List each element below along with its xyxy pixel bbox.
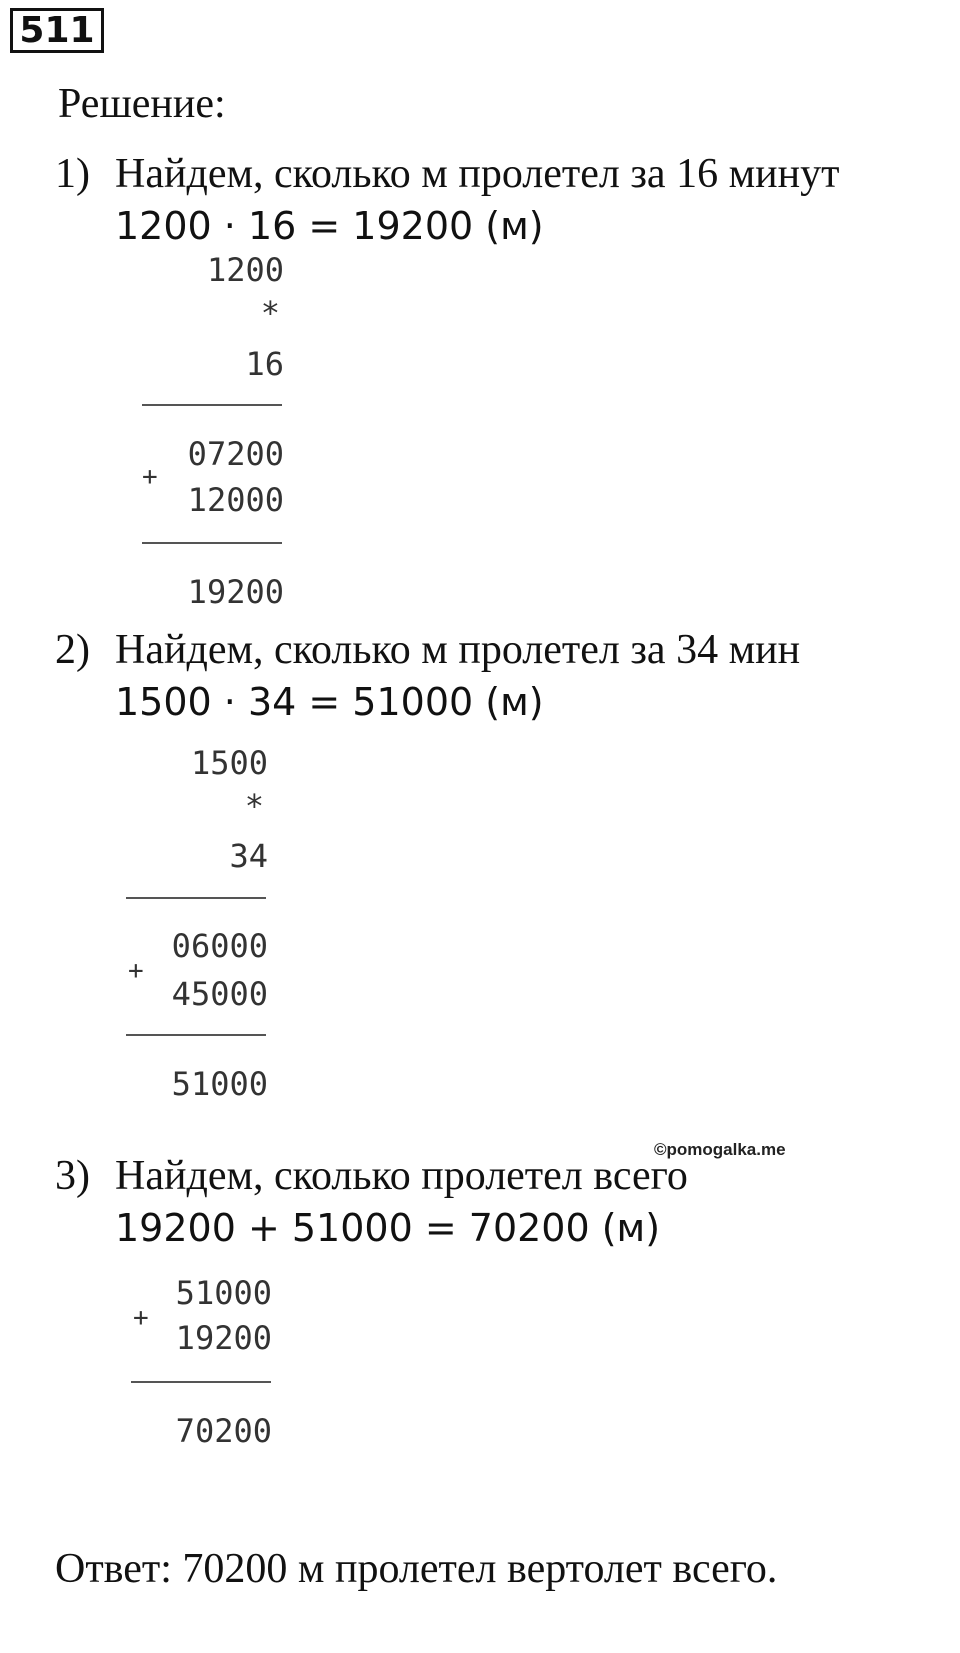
step-2-line-1 xyxy=(126,897,266,899)
watermark: ©pomogalka.me xyxy=(654,1140,786,1159)
step-2-partial-2: 45000 xyxy=(171,975,268,1013)
step-2-equation: 1500 · 34 = 51000 (м) xyxy=(115,680,544,724)
step-2-column-top: 1500 xyxy=(190,744,268,782)
step-1-equation: 1200 · 16 = 19200 (м) xyxy=(115,204,544,248)
step-3-text: Найдем, сколько пролетел всего xyxy=(115,1153,688,1199)
step-3-addend-2: 19200 xyxy=(175,1319,272,1357)
step-2-line-2 xyxy=(126,1034,266,1036)
step-3-equation: 19200 + 51000 = 70200 (м) xyxy=(115,1206,661,1250)
step-1-line-1 xyxy=(142,404,282,406)
step-2-plus-sign: + xyxy=(128,956,144,986)
step-1-plus-sign: + xyxy=(142,462,158,492)
step-2-text: Найдем, сколько м пролетел за 34 мин xyxy=(115,627,801,673)
step-2-result: 51000 xyxy=(171,1065,268,1103)
step-1-partial-2: 12000 xyxy=(187,481,284,519)
step-3-result: 70200 xyxy=(175,1412,272,1450)
step-2-partial-1: 06000 xyxy=(171,927,268,965)
step-3-line xyxy=(131,1381,271,1383)
step-2-column-bottom: 34 xyxy=(229,837,268,875)
task-number-badge: 511 xyxy=(10,8,104,53)
step-2-column-operator: * xyxy=(244,787,264,825)
step-1-line-2 xyxy=(142,542,282,544)
step-2-number: 2) xyxy=(55,627,90,673)
step-1-column-operator: * xyxy=(260,294,280,332)
step-1-result: 19200 xyxy=(187,573,284,611)
step-3-plus-sign: + xyxy=(133,1303,149,1333)
step-1-column-top: 1200 xyxy=(206,251,284,289)
step-3-addend-1: 51000 xyxy=(175,1274,272,1312)
step-1-column-bottom: 16 xyxy=(245,345,284,383)
step-1-number: 1) xyxy=(55,151,90,197)
step-3-number: 3) xyxy=(55,1153,90,1199)
step-1-text: Найдем, сколько м пролетел за 16 минут xyxy=(115,151,840,197)
solution-label: Решение: xyxy=(58,81,226,127)
step-1-partial-1: 07200 xyxy=(187,435,284,473)
answer-text: Ответ: 70200 м пролетел вертолет всего. xyxy=(55,1546,778,1592)
